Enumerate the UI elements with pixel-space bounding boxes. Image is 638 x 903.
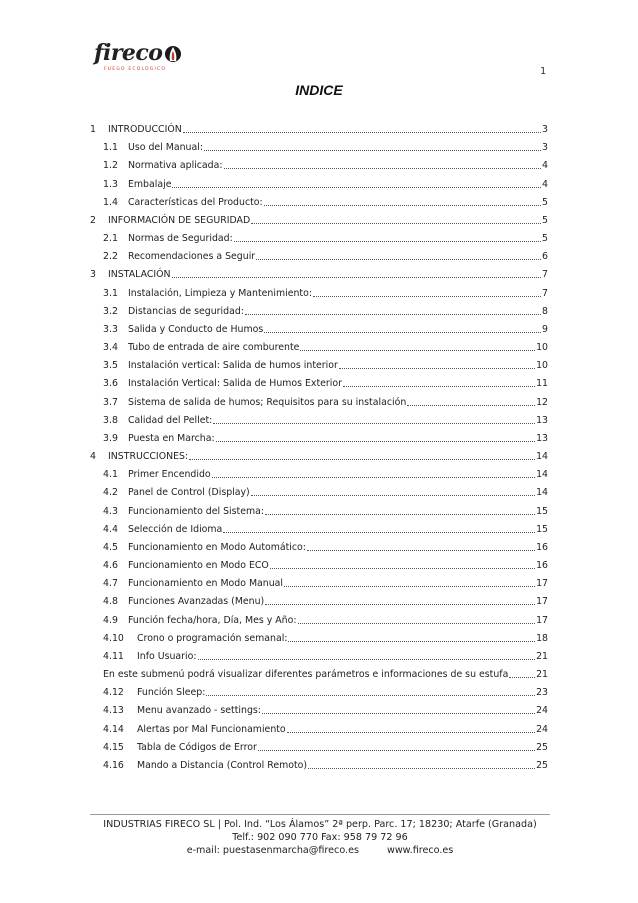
toc-dot-leader xyxy=(204,150,541,151)
toc-entry-label: Salida y Conducto de Humos xyxy=(128,323,264,335)
toc-entry-page: 7 xyxy=(542,287,548,299)
toc-entry-label: INSTALACIÓN xyxy=(108,269,171,281)
toc-entry[interactable] xyxy=(90,158,548,172)
toc-entry-number: 4.5 xyxy=(103,541,118,553)
toc-entry-page: 9 xyxy=(542,323,548,335)
toc-entry-label: Características del Producto: xyxy=(128,196,263,208)
toc-entry-page: 13 xyxy=(536,432,548,444)
toc-entry-number: 4.7 xyxy=(103,578,118,590)
toc-entry-label: Distancias de seguridad: xyxy=(128,305,244,317)
toc-dot-leader xyxy=(287,732,535,733)
toc-entry-label: Uso del Manual: xyxy=(128,142,203,154)
toc-entry-page: 12 xyxy=(536,396,548,408)
toc-entry-page: 16 xyxy=(536,560,548,572)
toc-entry-label: Puesta en Marcha: xyxy=(128,432,215,444)
toc-entry-label: Calidad del Pellet: xyxy=(128,414,213,426)
toc-entry-page: 15 xyxy=(536,505,548,517)
toc-entry-page: 14 xyxy=(536,469,548,481)
toc-entry[interactable] xyxy=(90,213,548,227)
toc-dot-leader xyxy=(212,477,535,478)
toc-entry-page: 24 xyxy=(536,723,548,735)
toc-entry-label: Info Usuario: xyxy=(137,650,197,662)
footer-contact xyxy=(90,845,550,856)
toc-entry[interactable] xyxy=(90,431,548,445)
toc-entry[interactable] xyxy=(90,522,548,536)
toc-entry-page: 4 xyxy=(542,178,548,190)
toc-entry-page: 3 xyxy=(542,142,548,154)
toc-entry-number: 2.2 xyxy=(103,251,118,263)
toc-entry-label: Menu avanzado - settings: xyxy=(137,705,261,717)
toc-dot-leader xyxy=(343,386,535,387)
toc-dot-leader xyxy=(308,768,535,769)
toc-entry-page: 14 xyxy=(536,451,548,463)
toc-entry-number: 2.1 xyxy=(103,233,118,245)
toc-entry[interactable] xyxy=(90,558,548,572)
toc-dot-leader xyxy=(223,532,535,533)
toc-dot-leader xyxy=(245,314,541,315)
toc-entry-label: Función fecha/hora, Día, Mes y Año: xyxy=(128,614,297,626)
toc-entry-label: Instalación vertical: Salida de humos interior xyxy=(128,360,338,372)
toc-entry-number: 4.13 xyxy=(103,705,124,717)
toc-entry[interactable] xyxy=(90,722,548,736)
toc-entry-number: 4.11 xyxy=(103,650,124,662)
toc-dot-leader xyxy=(284,586,535,587)
toc-entry-label: Instalación Vertical: Salida de Humos Exterior xyxy=(128,378,342,390)
toc-entry-number: 4.14 xyxy=(103,723,124,735)
logo-wordmark: fireco xyxy=(94,40,163,66)
toc-entry-page: 11 xyxy=(536,378,548,390)
page-number: 1 xyxy=(540,66,547,77)
toc-entry-label: Normas de Seguridad: xyxy=(128,233,233,245)
toc-dot-leader xyxy=(300,350,535,351)
toc-entry[interactable] xyxy=(90,576,548,590)
toc-entry[interactable] xyxy=(90,703,548,717)
toc-entry-page: 25 xyxy=(536,741,548,753)
toc-entry[interactable] xyxy=(90,485,548,499)
toc-entry-label: Funcionamiento del Sistema: xyxy=(128,505,265,517)
toc-entry-number: 1.4 xyxy=(103,196,118,208)
toc-entry-page: 5 xyxy=(542,214,548,226)
toc-entry[interactable] xyxy=(90,758,548,772)
toc-entry-label: Sistema de salida de humos; Requisitos para su instalación xyxy=(128,396,407,408)
toc-entry-label: En este submenú podrá visualizar diferentes parámetros e informaciones de su estufa xyxy=(103,669,509,681)
toc-entry-number: 3.1 xyxy=(103,287,118,299)
toc-entry-label: Mando a Distancia (Control Remoto) xyxy=(137,759,308,771)
toc-entry-page: 7 xyxy=(542,269,548,281)
toc-entry-page: 5 xyxy=(542,233,548,245)
toc-entry[interactable] xyxy=(90,304,548,318)
toc-dot-leader xyxy=(224,168,542,169)
toc-entry-number: 1.1 xyxy=(103,142,118,154)
toc-entry-number: 3.8 xyxy=(103,414,118,426)
toc-entry-number: 4.12 xyxy=(103,687,124,699)
toc-entry[interactable] xyxy=(90,594,548,608)
toc-entry-number: 4.3 xyxy=(103,505,118,517)
toc-entry-number: 3.9 xyxy=(103,432,118,444)
toc-entry-label: Selección de Idioma xyxy=(128,523,223,535)
toc-dot-leader xyxy=(298,623,536,624)
toc-entry[interactable] xyxy=(90,613,548,627)
toc-entry[interactable] xyxy=(90,685,548,699)
toc-entry-page: 16 xyxy=(536,541,548,553)
toc-entry-number: 3.5 xyxy=(103,360,118,372)
toc-entry-label: INFORMACIÓN DE SEGURIDAD xyxy=(108,214,251,226)
toc-entry-label: Función Sleep: xyxy=(137,687,206,699)
toc-entry-number: 3.7 xyxy=(103,396,118,408)
toc-dot-leader xyxy=(172,187,541,188)
toc-entry-page: 25 xyxy=(536,759,548,771)
toc-entry-page: 21 xyxy=(536,669,548,681)
toc-entry-page: 15 xyxy=(536,523,548,535)
toc-dot-leader xyxy=(307,550,535,551)
toc-entry-number: 4.2 xyxy=(103,487,118,499)
toc-entry[interactable] xyxy=(90,467,548,481)
toc-entry-label: Instalación, Limpieza y Mantenimiento: xyxy=(128,287,312,299)
toc-entry[interactable] xyxy=(90,249,548,263)
toc-entry-label: Crono o programación semanal: xyxy=(137,632,288,644)
toc-entry-number: 3.6 xyxy=(103,378,118,390)
toc-entry[interactable] xyxy=(90,631,548,645)
toc-entry[interactable] xyxy=(90,122,548,136)
toc-entry-page: 17 xyxy=(536,596,548,608)
toc-dot-leader xyxy=(288,641,535,642)
toc-entry-label: Funcionamiento en Modo ECO xyxy=(128,560,269,572)
footer-website: www.fireco.es xyxy=(386,845,454,856)
toc-entry-label: Alertas por Mal Funcionamiento xyxy=(137,723,286,735)
toc-entry[interactable] xyxy=(90,286,548,300)
toc-entry-page: 17 xyxy=(536,614,548,626)
toc-entry[interactable] xyxy=(90,195,548,209)
toc-dot-leader xyxy=(189,459,535,460)
toc-entry-number: 2 xyxy=(90,214,96,226)
toc-entry-number: 3.3 xyxy=(103,323,118,335)
footer-phone: Telf.: 902 090 770 Fax: 958 79 72 96 xyxy=(232,832,408,843)
toc-entry-number: 4.9 xyxy=(103,614,118,626)
toc-dot-leader xyxy=(509,677,535,678)
toc-dot-leader xyxy=(265,604,535,605)
toc-entry[interactable] xyxy=(90,267,548,281)
toc-entry-number: 4 xyxy=(90,451,96,463)
toc-entry-page: 13 xyxy=(536,414,548,426)
toc-entry[interactable] xyxy=(90,376,548,390)
toc-entry[interactable] xyxy=(90,340,548,354)
toc-entry-number: 3 xyxy=(90,269,96,281)
toc-entry[interactable] xyxy=(90,358,548,372)
flame-icon xyxy=(164,44,182,66)
toc-entry[interactable] xyxy=(90,504,548,518)
toc-entry[interactable] xyxy=(90,649,548,663)
toc-entry-number: 4.8 xyxy=(103,596,118,608)
toc-entry-label: INSTRUCCIONES: xyxy=(108,451,189,463)
toc-entry-label: Panel de Control (Display) xyxy=(128,487,250,499)
toc-entry-page: 3 xyxy=(542,124,548,135)
toc-dot-leader xyxy=(264,332,541,333)
toc-entry-page: 14 xyxy=(536,487,548,499)
toc-entry-number: 3.2 xyxy=(103,305,118,317)
toc-entry-page: 21 xyxy=(536,650,548,662)
toc-entry[interactable] xyxy=(90,449,548,463)
footer-email: e-mail: puestasenmarcha@fireco.es xyxy=(186,845,359,856)
toc-entry-label: Tubo de entrada de aire comburente xyxy=(128,342,300,354)
toc-entry-label: Funciones Avanzadas (Menu) xyxy=(128,596,265,608)
toc-dot-leader xyxy=(251,223,541,224)
toc-entry-number: 1.2 xyxy=(103,160,118,172)
toc-entry-label: Funcionamiento en Modo Automático: xyxy=(128,541,306,553)
toc-entry-number: 4.15 xyxy=(103,741,124,753)
toc-entry-label: Embalaje xyxy=(128,178,172,190)
toc-entry[interactable] xyxy=(90,231,548,245)
toc-entry[interactable] xyxy=(90,413,548,427)
toc-entry[interactable] xyxy=(90,140,548,154)
toc-entry-page: 18 xyxy=(536,632,548,644)
toc-dot-leader xyxy=(265,514,535,515)
toc-entry[interactable] xyxy=(90,177,548,191)
logo-tagline: FUEGO ECOLÓGICO xyxy=(104,67,167,72)
footer-divider xyxy=(90,814,550,815)
toc-dot-leader xyxy=(262,713,535,714)
toc-dot-leader xyxy=(339,368,535,369)
toc-dot-leader xyxy=(313,296,541,297)
toc-entry-page: 23 xyxy=(536,687,548,699)
company-logo xyxy=(94,40,184,76)
toc-entry-number: 4.1 xyxy=(103,469,118,481)
page-title: INDICE xyxy=(295,82,343,98)
toc-entry-page: 24 xyxy=(536,705,548,717)
toc-entry-page: 17 xyxy=(536,578,548,590)
toc-entry-number: 4.4 xyxy=(103,523,118,535)
toc-entry-page: 10 xyxy=(536,342,548,354)
toc-entry-number: 4.16 xyxy=(103,759,124,771)
toc-entry-number: 4.6 xyxy=(103,560,118,572)
toc-entry-number: 1.3 xyxy=(103,178,118,190)
toc-dot-leader xyxy=(270,568,535,569)
toc-entry-label: Primer Encendido xyxy=(128,469,211,481)
toc-entry-label: Recomendaciones a Seguir xyxy=(128,251,256,263)
toc-entry[interactable] xyxy=(90,740,548,754)
toc-entry-page: 8 xyxy=(542,305,548,317)
toc-entry[interactable] xyxy=(90,395,548,409)
toc-dot-leader xyxy=(264,205,541,206)
toc-entry-number: 1 xyxy=(90,124,96,135)
footer-address: INDUSTRIAS FIRECO SL | Pol. Ind. “Los Álamos” 2ª perp. Parc. 17; 18230; Atarfe (Granada) xyxy=(103,819,537,830)
toc-dot-leader xyxy=(213,423,535,424)
toc-dot-leader xyxy=(206,695,535,696)
toc-entry-page: 6 xyxy=(542,251,548,263)
toc-dot-leader xyxy=(234,241,541,242)
toc-entry-label: Funcionamiento en Modo Manual xyxy=(128,578,284,590)
toc-entry-number: 3.4 xyxy=(103,342,118,354)
toc-dot-leader xyxy=(198,659,536,660)
toc-dot-leader xyxy=(407,405,535,406)
toc-dot-leader xyxy=(258,750,535,751)
toc-entry-page: 10 xyxy=(536,360,548,372)
toc-dot-leader xyxy=(256,259,541,260)
toc-entry-label: Tabla de Códigos de Error xyxy=(137,741,257,753)
toc-dot-leader xyxy=(172,277,542,278)
toc-entry-label: Normativa aplicada: xyxy=(128,160,223,172)
toc-entry-number: 4.10 xyxy=(103,632,124,644)
toc-entry-label: INTRODUCCIÓN xyxy=(108,124,182,135)
toc-entry[interactable] xyxy=(90,540,548,554)
toc-entry-page: 4 xyxy=(542,160,548,172)
toc-dot-leader xyxy=(216,441,535,442)
toc-entry[interactable] xyxy=(90,322,548,336)
toc-dot-leader xyxy=(183,132,541,133)
toc-entry[interactable] xyxy=(90,667,548,681)
toc-entry-page: 5 xyxy=(542,196,548,208)
toc-dot-leader xyxy=(251,495,535,496)
